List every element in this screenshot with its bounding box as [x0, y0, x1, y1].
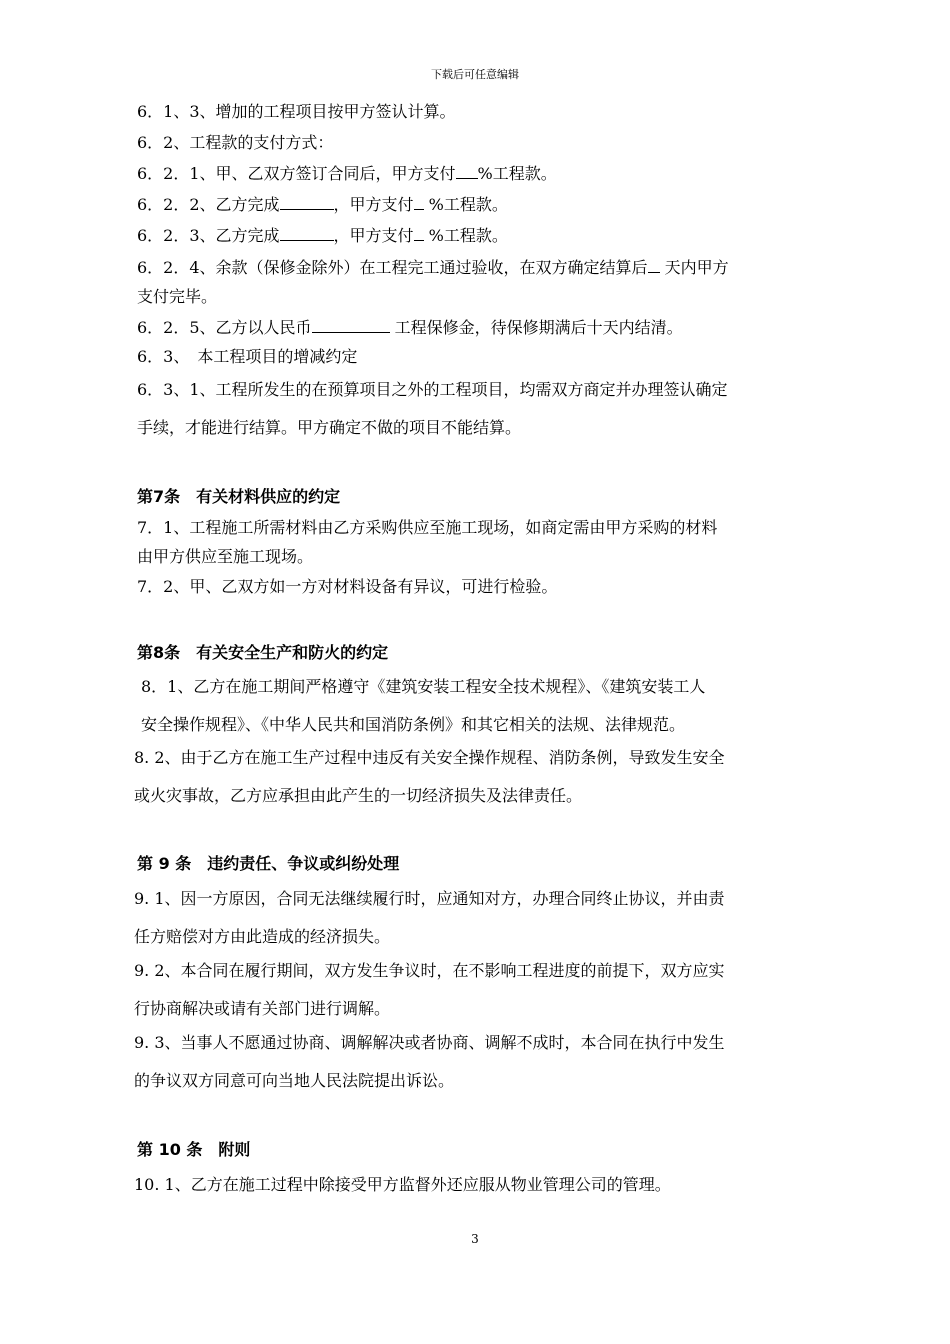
blank-field [456, 162, 478, 179]
clause-9-2-cont: 行协商解决或请有关部门进行调解。 [134, 999, 391, 1018]
blank-field [414, 224, 424, 241]
clause-6-2-1: 6．2．1、甲、乙双方签订合同后，甲方支付 %工程款。 [137, 164, 557, 183]
blank-field [280, 224, 334, 241]
clause-6-1-3: 6．1、3、增加的工程项目按甲方签认计算。 [137, 102, 456, 121]
article-9-heading: 第 9 条 违约责任、争议或纠纷处理 [137, 854, 400, 873]
clause-6-2-3: 6．2．3、乙方完成 ，甲方支付 %工程款。 [137, 226, 508, 245]
clause-9-1: 9. 1、因一方原因，合同无法继续履行时，应通知对方，办理合同终止协议，并由责 [134, 889, 725, 908]
blank-field [312, 316, 390, 333]
clause-6-2: 6．2、工程款的支付方式： [137, 133, 334, 152]
clause-10-1: 10. 1、乙方在施工过程中除接受甲方监督外还应服从物业管理公司的管理。 [134, 1175, 671, 1194]
clause-9-2: 9. 2、本合同在履行期间，双方发生争议时，在不影响工程进度的前提下，双方应实 [134, 961, 725, 980]
clause-9-3-cont: 的争议双方同意可向当地人民法院提出诉讼。 [134, 1071, 455, 1090]
article-7-heading: 第7条 有关材料供应的约定 [137, 487, 341, 506]
page-header: 下载后可任意编辑 [431, 68, 519, 81]
clause-6-3-1: 6．3、1、工程所发生的在预算项目之外的工程项目，均需双方商定并办理签认确定 [137, 380, 728, 399]
blank-field [648, 256, 660, 273]
clause-8-2-cont: 或火灾事故，乙方应承担由此产生的一切经济损失及法律责任。 [134, 786, 583, 805]
clause-6-2-4-cont: 支付完毕。 [137, 287, 218, 306]
clause-7-2: 7．2、甲、乙双方如一方对材料设备有异议，可进行检验。 [137, 577, 558, 596]
clause-8-1-cont: 安全操作规程》、《中华人民共和国消防条例》和其它相关的法规、法律规范。 [141, 715, 686, 734]
blank-field [414, 193, 424, 210]
clause-7-1: 7．1、工程施工所需材料由乙方采购供应至施工现场，如商定需由甲方采购的材料 [137, 518, 718, 537]
clause-9-3: 9. 3、当事人不愿通过协商、调解解决或者协商、调解不成时，本合同在执行中发生 [134, 1033, 725, 1052]
clause-6-3-1-cont: 手续，才能进行结算。甲方确定不做的项目不能结算。 [137, 418, 522, 437]
blank-field [280, 193, 334, 210]
clause-6-3: 6．3、 本工程项目的增减约定 [137, 347, 358, 366]
page-number: 3 [471, 1232, 479, 1246]
clause-6-2-5: 6．2．5、乙方以人民币 工程保修金，待保修期满后十天内结清。 [137, 318, 683, 337]
clause-6-2-2: 6．2．2、乙方完成 ，甲方支付 %工程款。 [137, 195, 508, 214]
clause-6-2-4: 6．2．4、余款（保修金除外）在工程完工通过验收，在双方确定结算后 天内甲方 [137, 258, 729, 277]
clause-8-1: 8．1、乙方在施工期间严格遵守《建筑安装工程安全技术规程》、《建筑安装工人 [141, 677, 706, 696]
article-10-heading: 第 10 条 附则 [137, 1140, 251, 1159]
article-8-heading: 第8条 有关安全生产和防火的约定 [137, 643, 389, 662]
clause-8-2: 8. 2、由于乙方在施工生产过程中违反有关安全操作规程、消防条例，导致发生安全 [134, 748, 725, 767]
clause-9-1-cont: 任方赔偿对方由此造成的经济损失。 [134, 927, 391, 946]
clause-7-1-cont: 由甲方供应至施工现场。 [137, 547, 314, 566]
